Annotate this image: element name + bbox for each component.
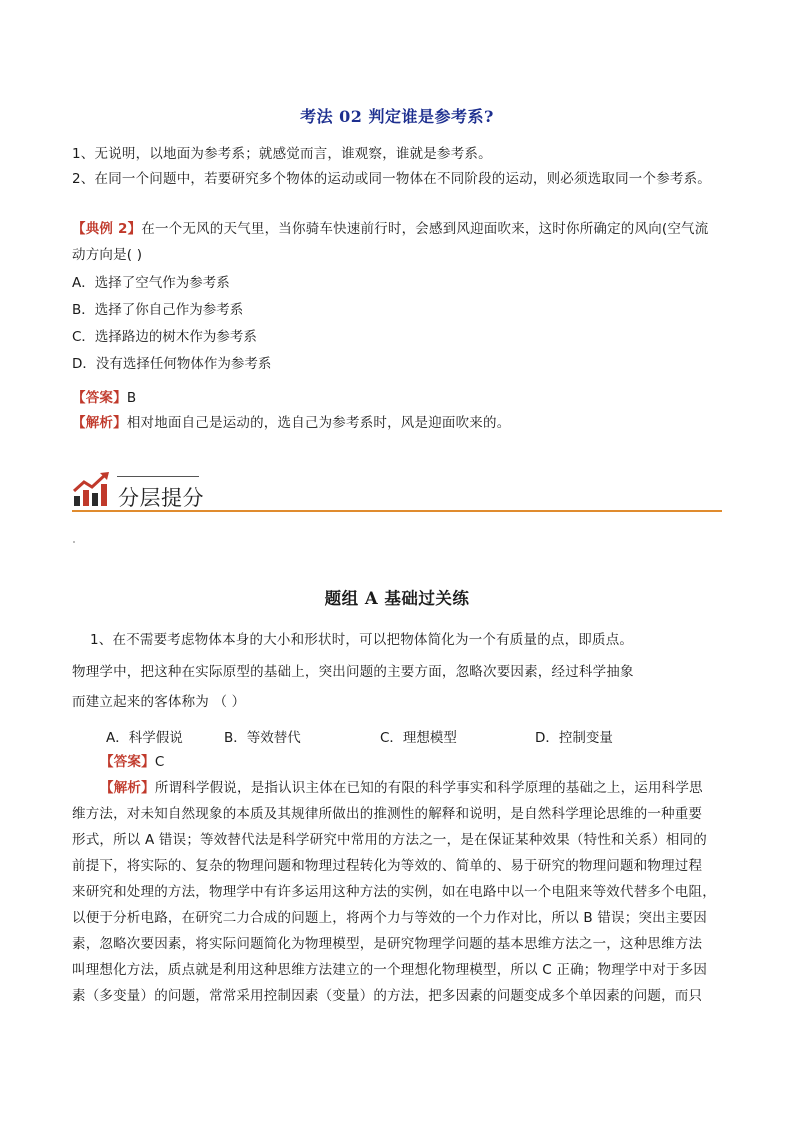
q1-option-c: C．理想模型 [380,730,457,746]
example-question-line-1 [72,220,708,238]
q1-analysis-text-1: 所谓科学假说，是指认识主体在已知的有限的科学事实和科学原理的基础之上，运用科学思 [154,780,703,796]
q1-answer-tag: 【答案】 [100,754,155,770]
example-question-text: 在一个无风的天气里，当你骑车快速前行时，会感到风迎面吹来，这时你所确定的风向(空气流 [141,221,709,237]
example-option-b: B．选择了你自己作为参考系 [72,302,244,318]
q1-analysis-line-3: 形式，所以 A 错误；等效替代法是科学研究中常用的方法之一，是在保证某种效果（特性和关系）相同的 [72,832,707,848]
q1-analysis-line-1 [100,779,703,797]
example-option-c: C．选择路边的树木作为参考系 [72,329,257,345]
analysis-text: 相对地面自己是运动的，选自己为参考系时，风是迎面吹来的。 [126,415,511,431]
point-1: 1、无说明，以地面为参考系；就感觉而言，谁观察，谁就是参考系。 [72,146,492,162]
q1-option-b: B．等效替代 [224,730,301,746]
q1-line-3: 而建立起来的客体称为 （ ） [72,694,246,710]
q1-answer-value: C [154,754,165,770]
banner-top-rule [117,476,199,477]
q1-option-a: A．科学假说 [106,730,183,746]
q1-analysis-line-4: 前提下，将实际的、复杂的物理问题和物理过程转化为等效的、简单的、易于研究的物理问题和物理过程 [72,858,703,874]
q1-analysis-line-6: 以便于分析电路，在研究二力合成的问题上，将两个力与等效的一个力作对比，所以 B 错误；突出主要因 [72,910,707,926]
example-question-line-2: 动方向是( ) [72,247,143,263]
q1-analysis-line-9: 素（多变量）的问题，常常采用控制因素（变量）的方法，把多因素的问题变成多个单因素的问题，而只 [72,988,703,1004]
q1-line-1: 1、在不需要考虑物体本身的大小和形状时，可以把物体简化为一个有质量的点，即质点。 [90,632,634,648]
banner-icon [72,470,112,508]
q1-analysis-tag: 【解析】 [100,780,155,796]
group-a-title: 题组 A 基础过关练 [324,589,470,608]
q1-analysis-line-7: 素，忽略次要因素，将实际问题简化为物理模型，是研究物理学问题的基本思维方法之一，这种思维方法 [72,936,703,952]
answer-value: B [126,390,137,406]
analysis-tag: 【解析】 [72,415,127,431]
q1-answer [100,753,164,771]
rising-bar-chart-icon [72,470,112,508]
q1-analysis-line-8: 叫理想化方法，质点就是利用这种思维方法建立的一个理想化物理模型，所以 C 正确；物理学中对于多因 [72,962,708,978]
q1-analysis-line-2: 维方法，对未知自然现象的本质及其规律所做出的推测性的解释和说明，是自然科学理论思维的一种重要 [72,806,703,822]
q1-analysis-line-5: 来研究和处理的方法，物理学中有许多运用这种方法的实例，如在电路中以一个电阻来等效代替多个电阻， [72,884,716,900]
example-analysis [72,414,510,432]
banner-underline [72,510,722,512]
q1-line-2: 物理学中，把这种在实际原型的基础上，突出问题的主要方面，忽略次要因素，经过科学抽象 [72,664,634,680]
margin-dot [73,541,75,543]
q1-option-d: D．控制变量 [535,730,613,746]
example-answer [72,389,136,407]
example-option-d: D．没有选择任何物体作为参考系 [72,356,272,372]
example-option-a: A．选择了空气作为参考系 [72,275,230,291]
example-tag: 【典例 2】 [72,221,142,237]
point-2: 2、在同一个问题中，若要研究多个物体的运动或同一物体在不同阶段的运动，则必须选取同一个参考系。 [72,171,711,187]
answer-tag: 【答案】 [72,390,127,406]
section-title-kaofa-02: 考法 02 判定谁是参考系? [300,107,494,126]
banner-title: 分层提分 [118,486,204,510]
